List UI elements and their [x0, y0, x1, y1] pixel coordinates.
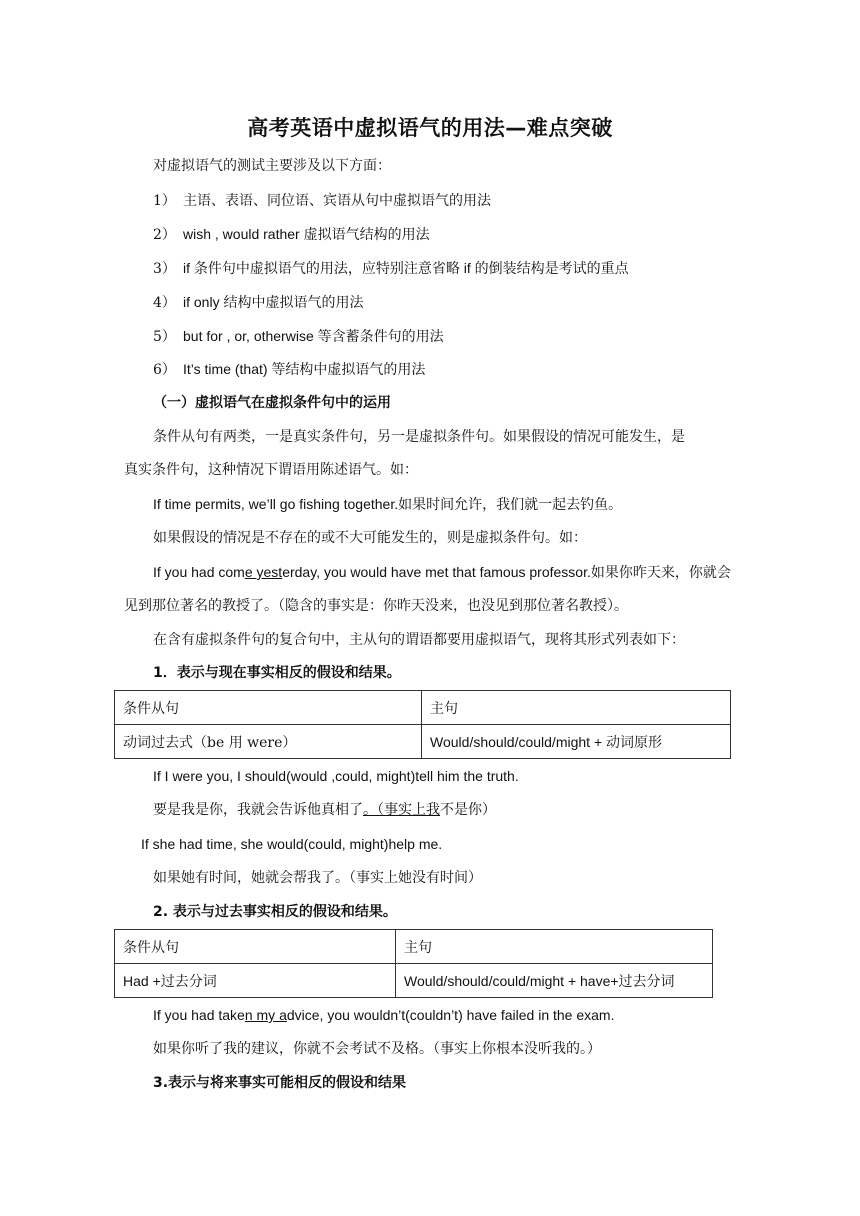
table-cell: 条件从句: [115, 691, 422, 725]
intro-text: 对虚拟语气的测试主要涉及以下方面：: [153, 158, 391, 174]
point-item: [153, 190, 491, 211]
example-translation: 如果你听了我的建议，你就不会考试不及格。（事实上你根本没听我的。）: [153, 1041, 601, 1057]
section-heading: （一）虚拟语气在虚拟条件句中的运用: [153, 395, 391, 411]
table-cell: 主句: [396, 930, 713, 964]
paragraph-line: 如果假设的情况是不存在的或不大可能发生的，则是虚拟条件句。如：: [153, 530, 587, 546]
table-cell: 主句: [422, 691, 731, 725]
table-row: [115, 964, 713, 998]
text-run: If you had take: [153, 1007, 245, 1023]
point-number: 3）: [153, 261, 176, 277]
paragraph-line: 在含有虚拟条件句的复合句中，主从句的谓语都要用虚拟语气，现将其形式列表如下：: [153, 632, 685, 648]
paragraph-line: 真实条件句，这种情况下谓语用陈述语气。如：: [124, 462, 418, 478]
table-header-row: [115, 930, 713, 964]
point-number: 2）: [153, 227, 176, 243]
text-run: If you had com: [153, 564, 245, 580]
table-header-row: [115, 691, 731, 725]
example-translation: [153, 800, 496, 820]
subheading: 3.表示与将来事实可能相反的假设和结果: [153, 1075, 407, 1091]
point-item: [153, 292, 363, 313]
point-item: [153, 224, 430, 245]
paragraph-line: 见到那位著名的教授了。（隐含的事实是：你昨天没来，也没见到那位著名教授）。: [124, 598, 628, 614]
underlined-text: n my a: [244, 1007, 287, 1023]
table-row: [115, 725, 731, 759]
example-sentence: If I were you, I should(would ,could, might)tell him the truth.: [153, 768, 519, 784]
table-past: [114, 929, 713, 998]
text-run: 要是我是你，我就会告诉他真相了: [153, 802, 363, 818]
point-number: 6）: [153, 362, 176, 378]
underlined-text: 。（事实上我: [363, 802, 440, 818]
underlined-text: e yest: [244, 564, 283, 580]
paragraph-line: 条件从句有两类，一是真实条件句，另一是虚拟条件句。如果假设的情况可能发生，是: [153, 429, 685, 445]
table-cell: Would/should/could/might + have+过去分词: [396, 964, 713, 998]
example-sentence: [153, 562, 731, 582]
text-run: erday, you would have met that famous professor.如果你昨天来，你就会: [282, 564, 731, 580]
point-text: 主语、表语、同位语、宾语从句中虚拟语气的用法: [183, 192, 491, 208]
point-number: 4）: [153, 295, 176, 311]
table-present: [114, 690, 731, 759]
point-number: 5）: [153, 329, 176, 345]
point-text: if only 结构中虚拟语气的用法: [183, 294, 364, 310]
page-title: 高考英语中虚拟语气的用法—难点突破: [247, 116, 613, 140]
subheading: 2. 表示与过去事实相反的假设和结果。: [153, 904, 397, 920]
example-sentence: If time permits, we’ll go fishing together.如果时间允许，我们就一起去钓鱼。: [153, 496, 623, 512]
table-cell: 条件从句: [115, 930, 396, 964]
point-item: [153, 326, 444, 347]
example-sentence: If she had time, she would(could, might)help me.: [141, 836, 443, 852]
example-sentence: [153, 1005, 615, 1025]
table-cell: Would/should/could/might + 动词原形: [422, 725, 731, 759]
table-cell: 动词过去式（be 用 were）: [115, 725, 422, 759]
point-number: 1）: [153, 193, 176, 209]
text-run: 不是你）: [440, 802, 496, 818]
point-text: wish , would rather 虚拟语气结构的用法: [183, 226, 430, 242]
point-text: if 条件句中虚拟语气的用法，应特别注意省略 if 的倒装结构是考试的重点: [183, 260, 629, 276]
text-run: dvice, you wouldn’t(couldn’t) have failed in the exam.: [286, 1007, 615, 1023]
point-item: [153, 359, 425, 380]
point-item: [153, 258, 629, 279]
point-text: but for , or, otherwise 等含蓄条件句的用法: [183, 328, 444, 344]
subheading: 1．表示与现在事实相反的假设和结果。: [153, 665, 401, 681]
point-text: It’s time (that) 等结构中虚拟语气的用法: [183, 361, 426, 377]
table-cell: Had +过去分词: [115, 964, 396, 998]
example-translation: 如果她有时间，她就会帮我了。（事实上她没有时间）: [153, 870, 482, 886]
